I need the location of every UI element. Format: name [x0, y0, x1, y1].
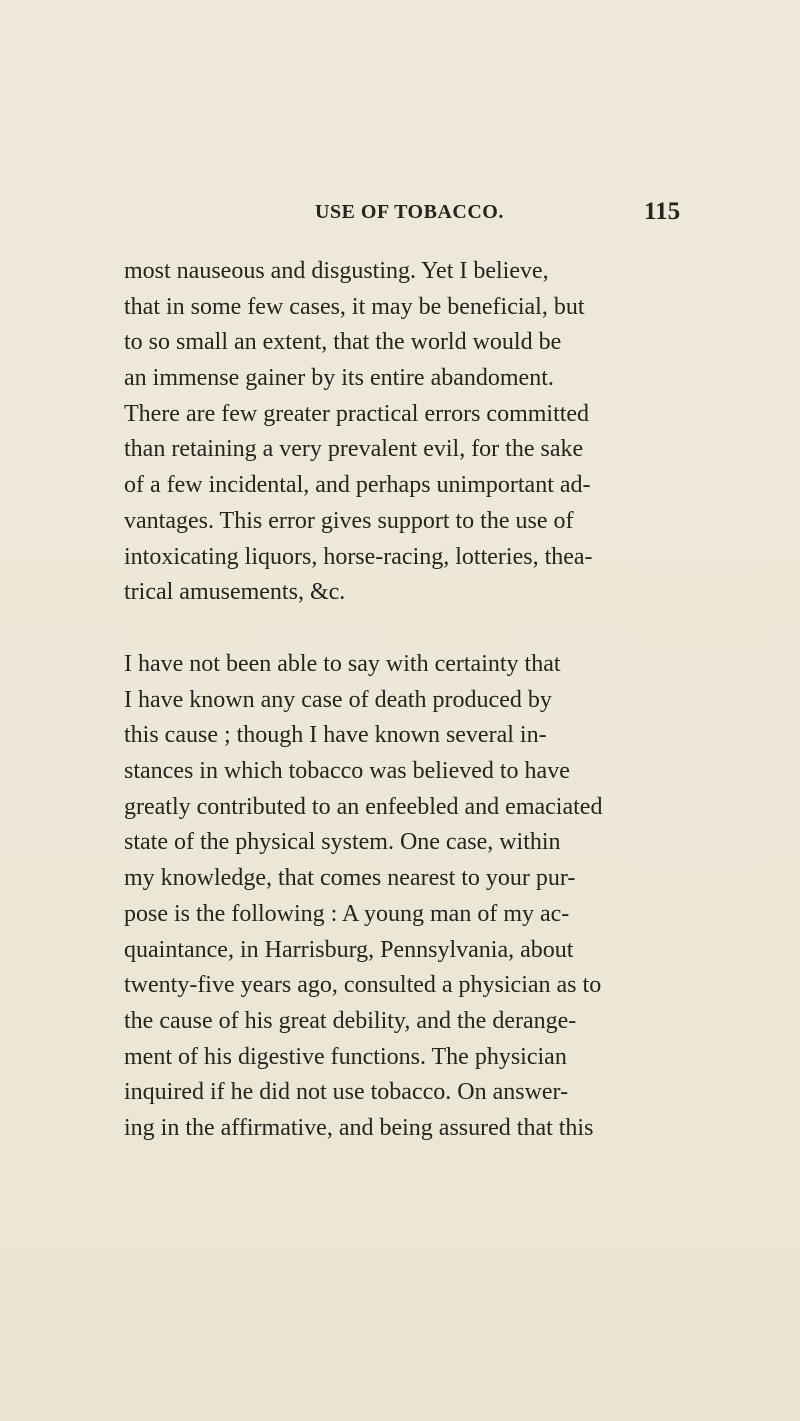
running-title: USE OF TOBACCO. [315, 201, 504, 223]
text-line: pose is the following : A young man of my ac- [124, 900, 570, 927]
text-line: intoxicating liquors, horse-racing, lotteries, thea- [124, 543, 593, 570]
text-line: greatly contributed to an enfeebled and emaciated [124, 793, 603, 820]
running-head [0, 198, 800, 228]
text-line: an immense gainer by its entire abandoment. [124, 365, 554, 392]
text-line: state of the physical system. One case, within [124, 829, 561, 856]
text-line: the cause of his great debility, and the derange- [124, 1007, 577, 1034]
text-line: quaintance, in Harrisburg, Pennsylvania, about [124, 936, 574, 963]
text-line: to so small an extent, that the world would be [124, 329, 562, 356]
text-line: I have known any case of death produced by [124, 686, 552, 713]
text-line: than retaining a very prevalent evil, for the sake [124, 436, 584, 463]
text-line: vantages. This error gives support to the use of [124, 507, 574, 534]
text-line: ing in the affirmative, and being assured that this [124, 1114, 594, 1141]
page-number: 115 [644, 198, 681, 225]
paragraph-2 [124, 647, 684, 1147]
text-line: trical amusements, &c. [124, 579, 346, 606]
text-line: this cause ; though I have known several in- [124, 722, 547, 749]
text-line: twenty-five years ago, consulted a physician as to [124, 972, 602, 999]
text-line: that in some few cases, it may be beneficial, but [124, 293, 585, 320]
text-line: There are few greater practical errors committed [124, 400, 590, 427]
paragraph-1 [124, 254, 684, 611]
text-line: of a few incidental, and perhaps unimportant ad- [124, 472, 591, 499]
text-line: inquired if he did not use tobacco. On answer- [124, 1079, 569, 1106]
text-line: stances in which tobacco was believed to have [124, 758, 570, 785]
text-line: my knowledge, that comes nearest to your pur- [124, 865, 576, 892]
text-line: I have not been able to say with certainty that [124, 651, 561, 677]
text-line: most nauseous and disgusting. Yet I believe, [124, 258, 549, 284]
text-line: ment of his digestive functions. The physician [124, 1043, 567, 1070]
